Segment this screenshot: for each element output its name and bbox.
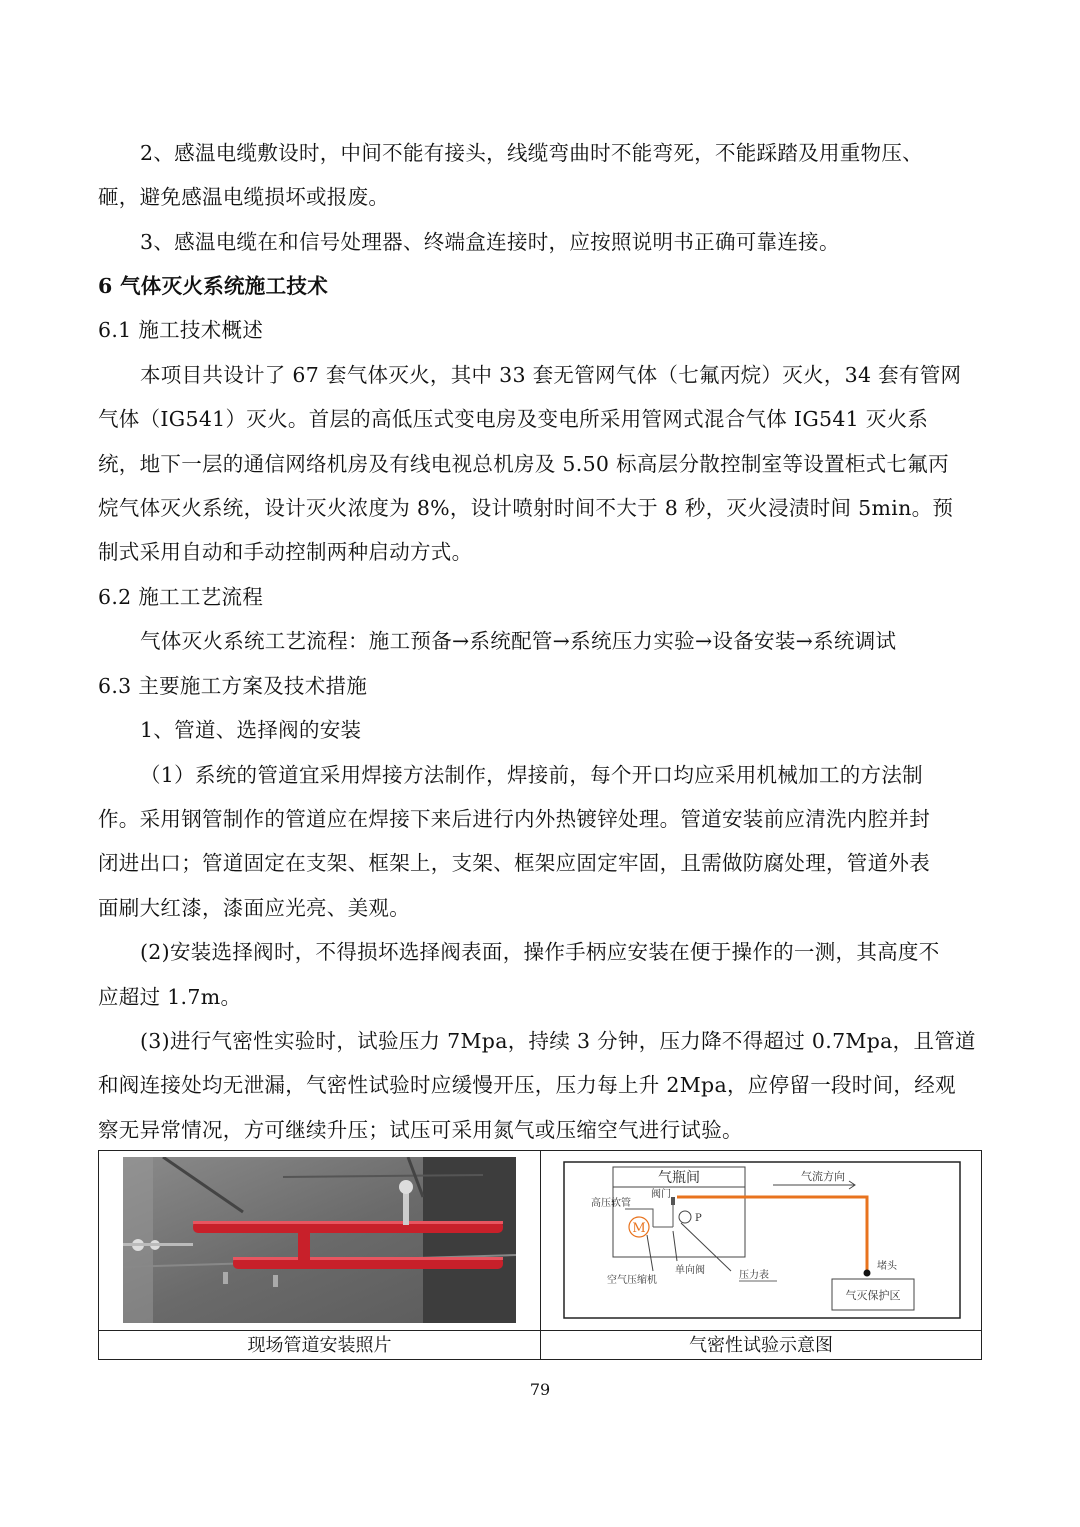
paragraph-line: 制式采用自动和手动控制两种启动方式。 [98,540,473,564]
room-label: 气瓶间 [658,1170,700,1186]
pressure-gauge-label: 压力表 [739,1270,769,1281]
paragraph-line: 察无异常情况，方可继续升压；试压可采用氮气或压缩空气进行试验。 [98,1118,743,1142]
paragraph-line: 闭进出口；管道固定在支架、框架上，支架、框架应固定牢固，且需做防腐处理，管道外表 [98,851,930,875]
paragraph-line: 1、管道、选择阀的安装 [140,718,362,742]
paragraph-line: 气体（IG541）灭火。首层的高低压式变电房及变电所采用管网式混合气体 IG541 灭火系 [98,407,929,431]
paragraph-line: (2)安装选择阀时，不得损坏选择阀表面，操作手柄应安装在便于操作的一测，其高度不 [140,940,940,964]
hose-label: 高压软管 [591,1198,631,1209]
paragraph-line: 应超过 1.7m。 [98,985,242,1009]
section-heading: 6 气体灭火系统施工技术 [98,274,329,298]
airtightness-test-diagram [563,1161,961,1319]
paragraph-line: 本项目共设计了 67 套气体灭火，其中 33 套无管网气体（七氟丙烷）灭火，34 套有管网 [140,363,962,387]
photo-caption: 现场管道安装照片 [99,1331,541,1360]
compressor-label: 空气压缩机 [607,1275,657,1286]
motor-label: M [632,1221,646,1236]
paragraph-line: 统，地下一层的通信网络机房及有线电视总机房及 5.50 标高层分散控制室等设置柜式七氟丙 [98,452,949,476]
paragraph-line: 烷气体灭火系统，设计灭火浓度为 8%，设计喷射时间不大于 8 秒，灭火浸渍时间 5min。预 [98,496,954,520]
subsection-heading: 6.3 主要施工方案及技术措施 [98,674,368,698]
valve-label: 阀门 [651,1189,671,1200]
subsection-heading: 6.2 施工工艺流程 [98,585,264,609]
paragraph-line: 作。采用钢管制作的管道应在焊接下来后进行内外热镀锌处理。管道安装前应清洗内腔并封 [98,807,930,831]
page-number: 79 [529,1380,551,1399]
paragraph-line: (3)进行气密性实验时，试验压力 7Mpa，持续 3 分钟，压力降不得超过 0.7Mpa，且管道 [140,1029,976,1053]
subsection-heading: 6.1 施工技术概述 [98,318,264,342]
paragraph-line: 和阀连接处均无泄漏，气密性试验时应缓慢开压，压力每上升 2Mpa，应停留一段时间，经观 [98,1073,956,1097]
gauge-label: P [695,1213,702,1224]
diagram-cell [541,1151,981,1359]
diagram-caption: 气密性试验示意图 [689,1335,833,1356]
pipe-installation-photo [123,1157,516,1323]
paragraph-line: 面刷大红漆，漆面应光亮、美观。 [98,896,410,920]
paragraph-line: 砸，避免感温电缆损坏或报废。 [98,185,390,209]
plug-label: 堵头 [877,1261,897,1272]
protection-zone-label: 气灭保护区 [845,1289,901,1302]
check-valve-label: 单向阀 [675,1265,705,1276]
photo-cell [99,1151,541,1359]
flow-direction-label: 气流方向 [801,1170,845,1183]
paragraph-line: 气体灭火系统工艺流程：施工预备→系统配管→系统压力实验→设备安装→系统调试 [140,629,897,653]
figure-table [98,1150,982,1360]
paragraph-line: 3、感温电缆在和信号处理器、终端盒连接时，应按照说明书正确可靠连接。 [140,230,840,254]
paragraph-line: （1）系统的管道宜采用焊接方法制作，焊接前，每个开口均应采用机械加工的方法制 [140,763,923,787]
paragraph-line: 2、感温电缆敷设时，中间不能有接头，线缆弯曲时不能弯死，不能踩踏及用重物压、 [140,141,923,165]
caption-row [99,1330,981,1360]
